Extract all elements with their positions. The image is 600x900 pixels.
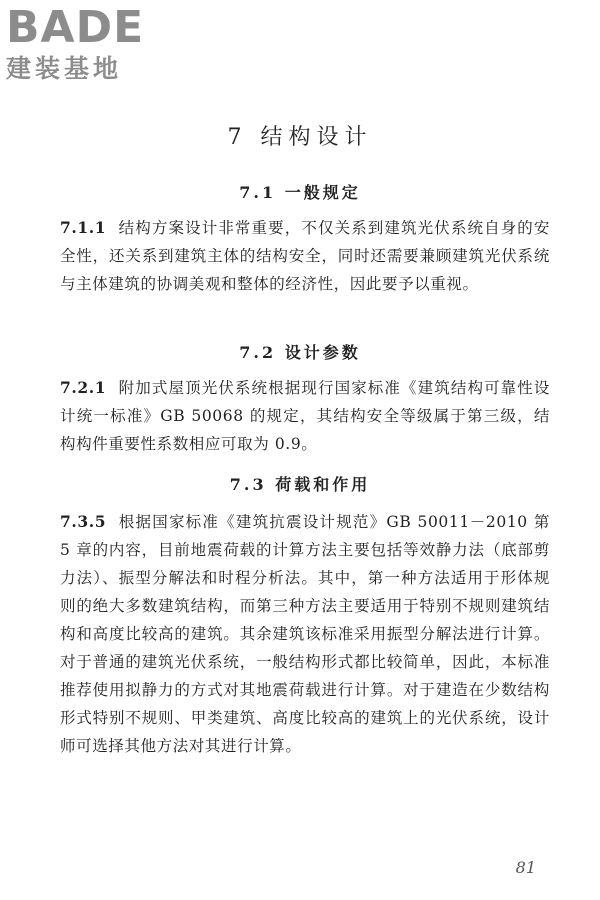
chapter-title: 7 结构设计: [227, 125, 373, 150]
clause-number: 7.2.1: [60, 378, 107, 397]
section-title-7-2: 7.2 设计参数: [239, 343, 361, 362]
clause-text: 附加式屋顶光伏系统根据现行国家标准《建筑结构可靠性设计统一标准》GB 50068 的规定，其结构安全等级属于第三级，结构构件重要性系数相应可取为 0.9。: [60, 379, 550, 453]
page-number: 81: [515, 858, 536, 877]
logo-subtitle: 建装基地: [6, 54, 123, 83]
clause-text: 根据国家标准《建筑抗震设计规范》GB 50011－2010 第 5 章的内容，目前地震荷载的计算方法主要包括等效静力法（底部剪力法）、振型分解法和时程分析法。其中，第一种方法适用于形体规则的绝大多数建筑结构，而第三种方法主要适用于特别不规则建筑结构和高度比较高的建筑。其余建筑该标准采用振型分解法进行计算。对于普通的建筑光伏系统，一般结构形式都比较简单，因此，本标准推荐使用拟静力的方式对其地震荷载进行计算。对于建造在少数结构形式特别不规则、甲类建筑、高度比较高的建筑上的光伏系统，设计师可选择其他方法对其进行计算。: [60, 513, 550, 755]
clause-number: 7.1.1: [60, 218, 107, 237]
section-title-7-1: 7.1 一般规定: [239, 183, 361, 202]
bade-logo: [6, 4, 176, 84]
clause-number: 7.3.5: [60, 512, 107, 531]
clause-text: 结构方案设计非常重要，不仅关系到建筑光伏系统自身的安全性，还关系到建筑主体的结构安全，同时还需要兼顾建筑光伏系统与主体建筑的协调美观和整体的经济性，因此要予以重视。: [60, 219, 550, 293]
logo-wordmark: BADE: [6, 2, 145, 53]
clause-7-3-5: [60, 508, 550, 760]
clause-7-1-1: [60, 214, 550, 298]
clause-7-2-1: [60, 374, 550, 458]
section-title-7-3: 7.3 荷载和作用: [229, 475, 371, 494]
